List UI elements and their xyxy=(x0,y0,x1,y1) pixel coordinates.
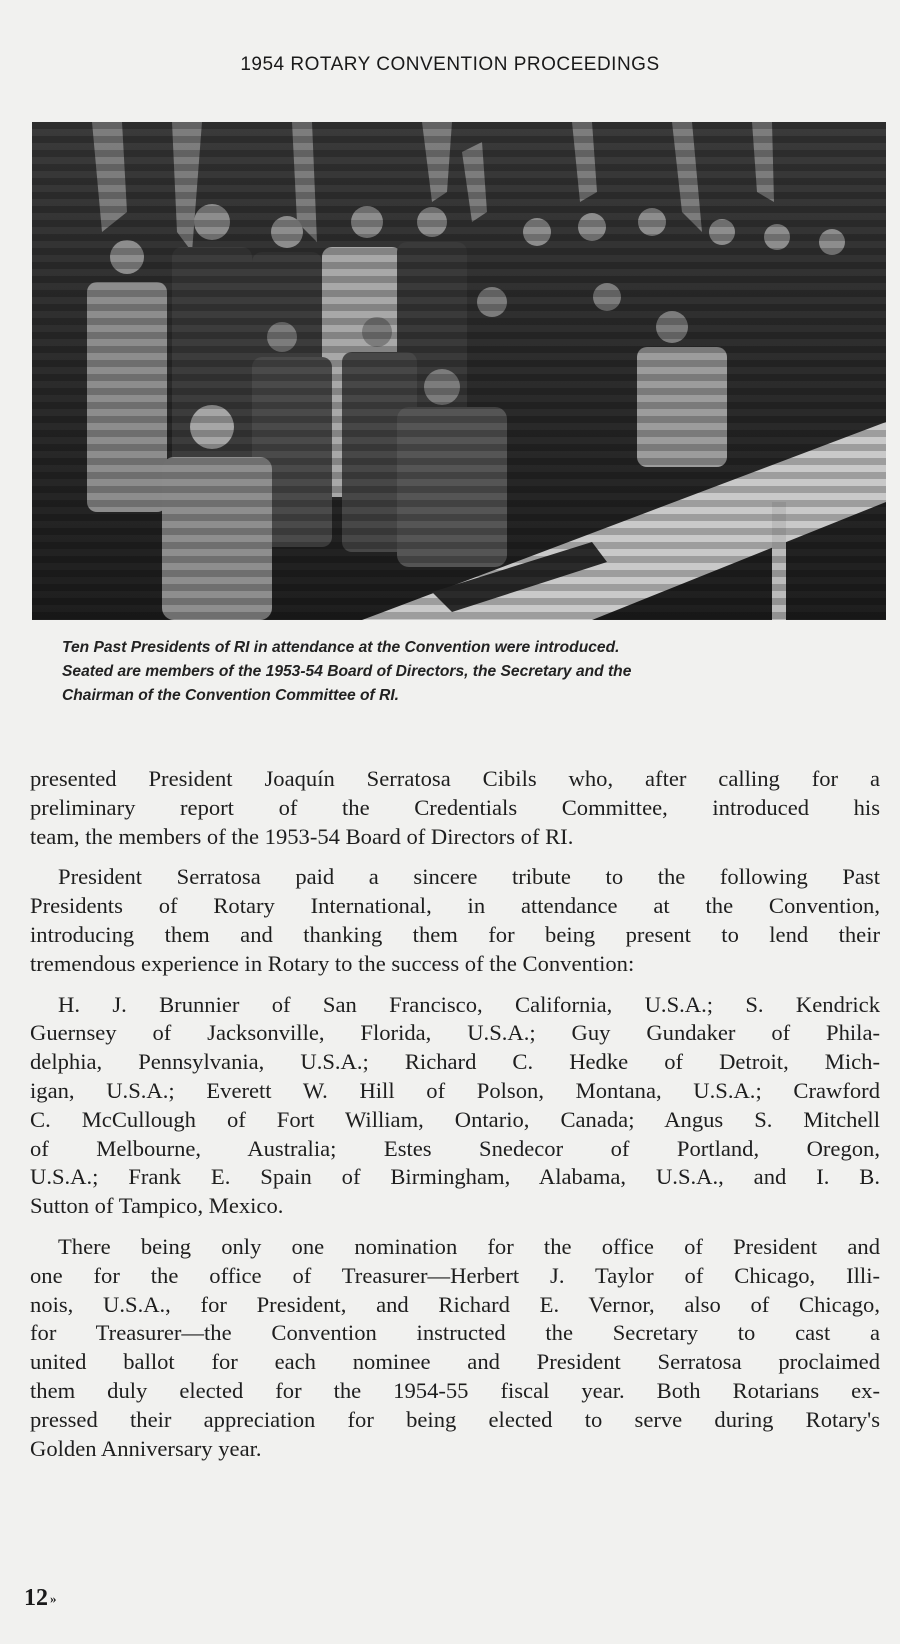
caption-line: Seated are members of the 1953-54 Board of Directors, the Secretary and the xyxy=(62,663,632,680)
paragraph-elections xyxy=(30,1233,880,1463)
text-line: Golden Anniversary year. xyxy=(30,1435,262,1461)
page-number-value: 12 xyxy=(24,1585,48,1611)
text-line: them duly elected for the 1954-55 fiscal year. Both Rotarians ex- xyxy=(30,1377,880,1403)
paragraph-presented xyxy=(30,765,880,851)
text-line: of Melbourne, Australia; Estes Snedecor of Portland, Oregon, xyxy=(30,1135,880,1161)
text-line: pressed their appreciation for being elected to serve during Rotary's xyxy=(30,1406,880,1432)
text-line: Guernsey of Jacksonville, Florida, U.S.A.; Guy Gundaker of Phila- xyxy=(30,1020,880,1046)
text-line: introducing them and thanking them for being present to lend their xyxy=(30,921,880,947)
caption-line: Chairman of the Convention Committee of RI. xyxy=(62,687,400,704)
page-number xyxy=(24,1585,57,1612)
folio-mark: » xyxy=(50,1591,57,1607)
photograph-icon xyxy=(32,122,886,620)
text-line: U.S.A.; Frank E. Spain of Birmingham, Alabama, U.S.A., and I. B. xyxy=(30,1164,880,1190)
text-line: There being only one nomination for the office of President and xyxy=(58,1233,880,1259)
running-head: 1954 ROTARY CONVENTION PROCEEDINGS xyxy=(240,54,660,75)
paragraph-past-presidents xyxy=(30,991,880,1221)
convention-photo xyxy=(32,122,886,620)
body-text xyxy=(30,765,880,1475)
text-line: delphia, Pennsylvania, U.S.A.; Richard C. Hedke of Detroit, Mich- xyxy=(30,1049,880,1075)
text-line: President Serratosa paid a sincere tribute to the following Past xyxy=(58,864,880,890)
text-line: for Treasurer—the Convention instructed the Secretary to cast a xyxy=(30,1320,880,1346)
text-line: one for the office of Treasurer—Herbert J. Taylor of Chicago, Illi- xyxy=(30,1262,880,1288)
text-line: preliminary report of the Credentials Committee, introduced his xyxy=(30,794,880,820)
text-line: united ballot for each nominee and President Serratosa proclaimed xyxy=(30,1349,880,1375)
text-line: C. McCullough of Fort William, Ontario, Canada; Angus S. Mitchell xyxy=(30,1106,880,1132)
photo-caption xyxy=(62,636,882,708)
caption-line: Ten Past Presidents of RI in attendance at the Convention were introduced. xyxy=(62,639,620,656)
paragraph-tribute xyxy=(30,863,880,978)
text-line: tremendous experience in Rotary to the success of the Convention: xyxy=(30,950,635,976)
text-line: igan, U.S.A.; Everett W. Hill of Polson, Montana, U.S.A.; Crawford xyxy=(30,1077,880,1103)
text-line: Sutton of Tampico, Mexico. xyxy=(30,1193,284,1219)
text-line: team, the members of the 1953-54 Board of Directors of RI. xyxy=(30,823,574,849)
text-line: presented President Joaquín Serratosa Cibils who, after calling for a xyxy=(30,766,880,791)
text-line: Presidents of Rotary International, in attendance at the Convention, xyxy=(30,893,880,919)
text-line: nois, U.S.A., for President, and Richard E. Vernor, also of Chicago, xyxy=(30,1291,880,1317)
text-line: H. J. Brunnier of San Francisco, California, U.S.A.; S. Kendrick xyxy=(58,991,880,1017)
